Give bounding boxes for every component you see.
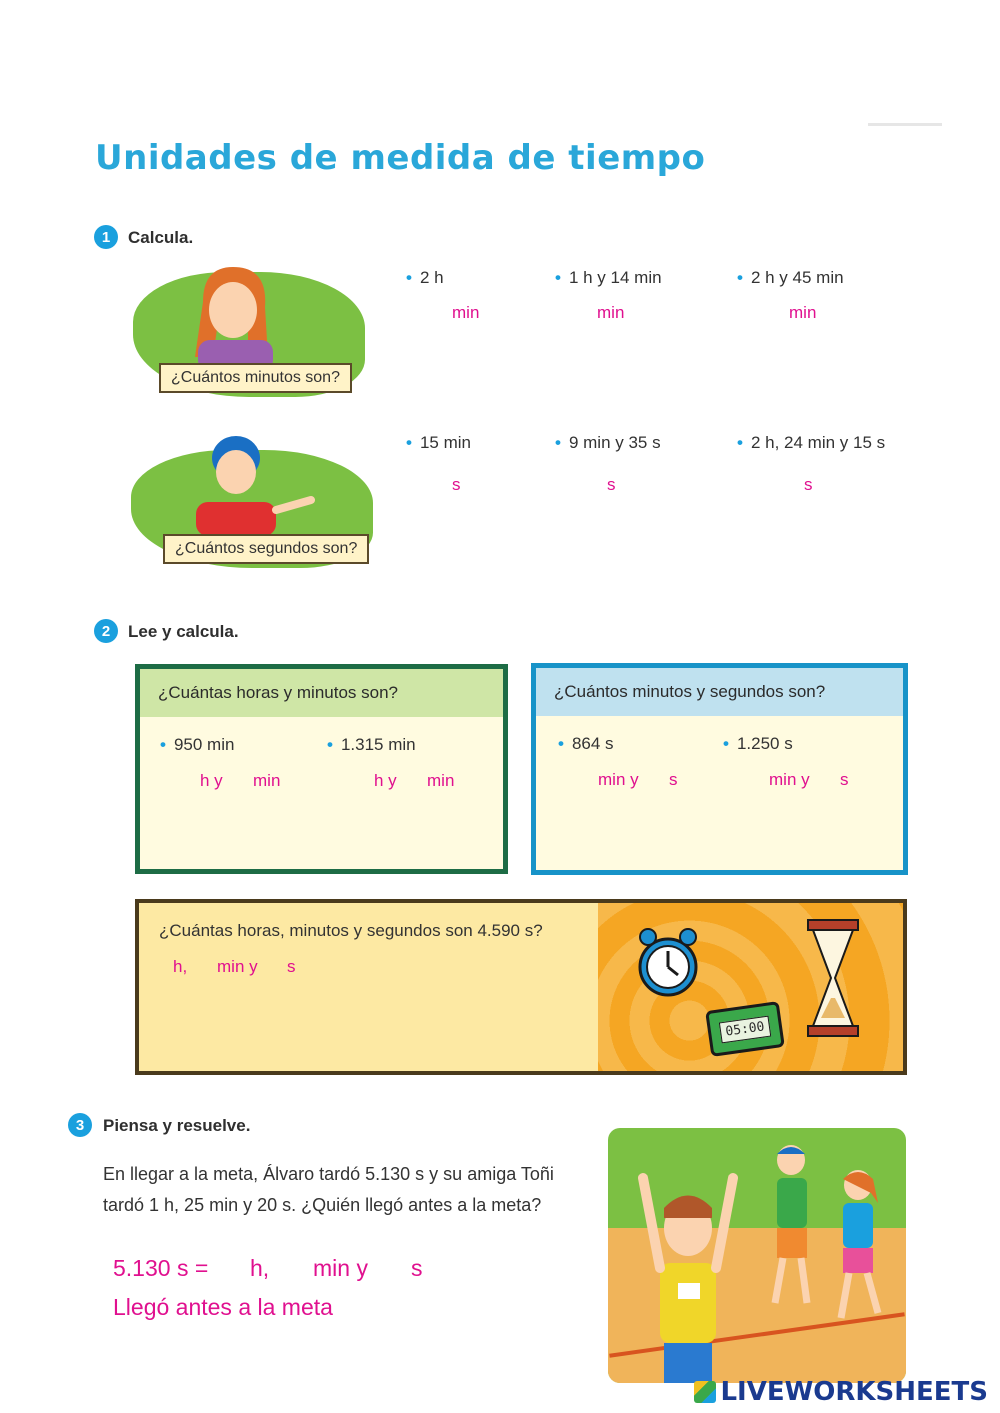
answer-1c-unit[interactable]: min bbox=[789, 303, 817, 322]
bullet-icon: • bbox=[406, 268, 412, 287]
answer-864-min[interactable]: min y bbox=[598, 770, 639, 789]
bullet-icon: • bbox=[723, 734, 729, 753]
answer-1a-unit[interactable]: min bbox=[452, 303, 480, 322]
section-2-heading: Lee y calcula. bbox=[128, 622, 239, 641]
item-2a: • 15 min bbox=[406, 433, 471, 452]
answer-2b-unit[interactable]: s bbox=[607, 475, 616, 494]
girl-illustration bbox=[133, 262, 373, 400]
answer-864-s[interactable]: s bbox=[669, 770, 678, 789]
bullet-icon: • bbox=[555, 268, 561, 287]
section-1-heading: Calcula. bbox=[128, 228, 194, 247]
item-950: • 950 min bbox=[160, 735, 235, 754]
answer-1b-unit[interactable]: min bbox=[597, 303, 625, 322]
speech-minutes: ¿Cuántos minutos son? bbox=[159, 363, 352, 393]
bullet-icon: • bbox=[406, 433, 412, 452]
section-3-number: 3 bbox=[68, 1113, 92, 1137]
time-illustration-panel bbox=[598, 903, 903, 1071]
bullet-icon: • bbox=[327, 735, 333, 754]
stopwatch-display: 05:00 bbox=[719, 1015, 771, 1043]
hourglass-icon bbox=[803, 918, 863, 1038]
hours-minutes-box bbox=[135, 664, 508, 874]
stopwatch-icon bbox=[705, 1001, 785, 1057]
answer-5130-h[interactable]: h, bbox=[250, 1255, 270, 1281]
item-864: • 864 s bbox=[558, 734, 614, 753]
item-2b: • 9 min y 35 s bbox=[555, 433, 661, 452]
item-2c: • 2 h, 24 min y 15 s bbox=[737, 433, 886, 452]
hours-minutes-seconds-box bbox=[135, 899, 907, 1075]
alarm-clock-icon bbox=[628, 923, 708, 1003]
liveworksheets-logo bbox=[694, 1377, 988, 1407]
page-title: Unidades de medida de tiempo bbox=[95, 138, 706, 178]
problem-line-1: En llegar a la meta, Álvaro tardó 5.130 s y su amiga Toñi bbox=[103, 1164, 554, 1184]
item-1a: • 2 h bbox=[406, 268, 444, 287]
answer-950-h[interactable]: h y bbox=[200, 771, 223, 790]
answer-4590-h[interactable]: h, bbox=[173, 957, 188, 976]
answer-4590-s[interactable]: s bbox=[287, 957, 296, 976]
answer-1315-h[interactable]: h y bbox=[374, 771, 397, 790]
section-3-heading: Piensa y resuelve. bbox=[103, 1116, 251, 1135]
bullet-icon: • bbox=[555, 433, 561, 452]
bullet-icon: • bbox=[737, 268, 743, 287]
speech-seconds: ¿Cuántos segundos son? bbox=[163, 534, 369, 564]
section-1-number: 1 bbox=[94, 225, 118, 249]
logo-icon bbox=[694, 1381, 716, 1403]
section-2-number: 2 bbox=[94, 619, 118, 643]
answer-2a-unit[interactable]: s bbox=[452, 475, 461, 494]
question-4590: ¿Cuántas horas, minutos y segundos son 4.590 s? bbox=[159, 921, 543, 940]
top-rule bbox=[868, 123, 942, 126]
bullet-icon: • bbox=[737, 433, 743, 452]
minutes-seconds-box bbox=[531, 663, 908, 875]
item-1c: • 2 h y 45 min bbox=[737, 268, 844, 287]
answer-1250-min[interactable]: min y bbox=[769, 770, 810, 789]
answer-winner-line[interactable]: Llegó antes a la meta bbox=[113, 1294, 333, 1320]
answer-950-min[interactable]: min bbox=[253, 771, 281, 790]
bullet-icon: • bbox=[160, 735, 166, 754]
answer-1250-s[interactable]: s bbox=[840, 770, 849, 789]
logo-text: LIVEWORKSHEETS bbox=[720, 1377, 988, 1407]
minutes-seconds-question: ¿Cuántos minutos y segundos son? bbox=[536, 668, 903, 716]
bullet-icon: • bbox=[558, 734, 564, 753]
answer-2c-unit[interactable]: s bbox=[804, 475, 813, 494]
answer-4590-min[interactable]: min y bbox=[217, 957, 258, 976]
runners-illustration bbox=[608, 1128, 906, 1383]
problem-line-2: tardó 1 h, 25 min y 20 s. ¿Quién llegó antes a la meta? bbox=[103, 1195, 542, 1215]
item-1b: • 1 h y 14 min bbox=[555, 268, 662, 287]
answer-1315-min[interactable]: min bbox=[427, 771, 455, 790]
answer-5130-s[interactable]: s bbox=[411, 1255, 423, 1281]
answer-5130-label: 5.130 s = bbox=[113, 1255, 209, 1281]
hours-minutes-question: ¿Cuántas horas y minutos son? bbox=[140, 669, 503, 717]
boy-illustration bbox=[131, 430, 381, 570]
answer-5130-min[interactable]: min y bbox=[313, 1255, 368, 1281]
item-1315: • 1.315 min bbox=[327, 735, 416, 754]
item-1250: • 1.250 s bbox=[723, 734, 793, 753]
